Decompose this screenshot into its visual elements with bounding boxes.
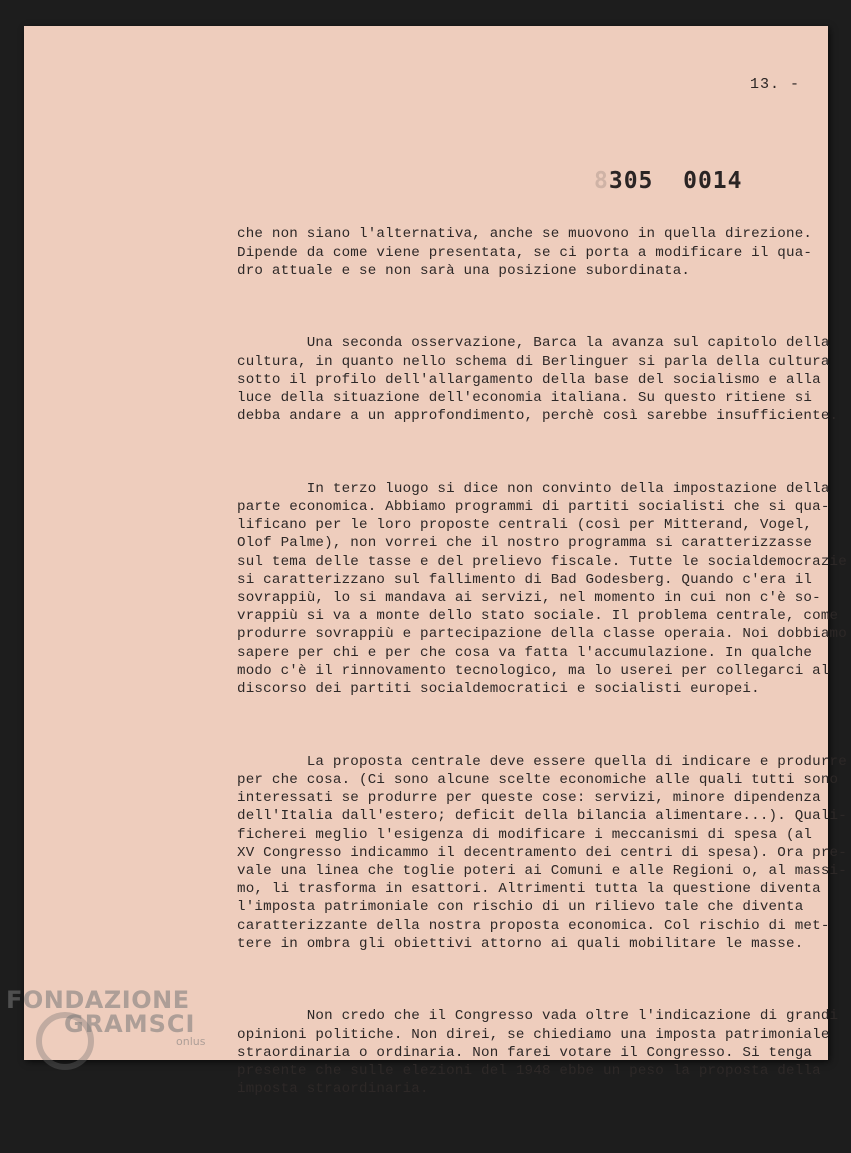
document-body <box>237 189 847 1153</box>
document-page <box>24 26 847 1098</box>
paragraph-4: La proposta centrale deve essere quella di indicare e produrre per che cosa. (Ci sono alcune scelte economiche alle quali tutti sono interessati se produrre per queste cose: servizi, minore dipendenza dell'Italia dall'estero; deficit della bilancia alimentare...). Quali- ficherei meglio l'esigenza di modificare i meccanismi di spesa (al XV Congresso indicammo il decentramento dei centri di spesa). Ora pre- vale una linea che toglie poteri ai Comuni e alle Regioni o, al massi- mo, li trasforma in esattori. Altrimenti tutta la questione diventa l'imposta patrimoniale con rischio di un rilievo tale che diventa caratterizzante della nostra proposta economica. Col rischio di met- tere in ombra gli obiettivi attorno ai quali mobilitare le masse. <box>237 753 847 952</box>
archive-stamp-faint-digit: 8 <box>594 168 609 194</box>
paragraph-1: che non siano l'alternativa, anche se muovono in quella direzione. Dipende da come viene presentata, se ci porta a modificare il qua- dro attuale e se non sarà una posizione subordinata. <box>237 226 813 279</box>
watermark-line-3: onlus <box>176 1035 206 1048</box>
page-number: 13. - <box>749 76 800 93</box>
watermark-line-1: FONDAZIONE <box>6 986 190 1014</box>
archive-stamp-suffix: 0014 <box>683 168 743 194</box>
fondazione-gramsci-watermark <box>6 988 205 1047</box>
watermark-line-2: GRAMSCI <box>64 1010 196 1038</box>
paragraph-5: Non credo che il Congresso vada oltre l'indicazione di grandi opinioni politiche. Non direi, se chiediamo una imposta patrimoniale straordinaria o ordinaria. Non farei votare il Congresso. Si tenga presente che sulle elezioni del 1948 ebbe un peso la proposta della imposta straordinaria. <box>237 1008 839 1098</box>
paragraph-2: Una seconda osservazione, Barca la avanza sul capitolo della cultura, in quanto nello schema di Berlinguer si parla della cultura sotto il profilo dell'allargamento della base del socialismo e alla luce della situazione dell'economia italiana. Su questo ritiene si debba andare a un approfondimento, perchè così sarebbe insufficiente. <box>237 335 839 425</box>
archive-stamp-number: 305 <box>608 168 654 194</box>
paragraph-3: In terzo luogo si dice non convinto della impostazione della parte economica. Abbiamo programmi di partiti socialisti che si qua- lificano per le loro proposte centrali (così per Mitterand, Vogel, Olof Palme), non vorrei che il nostro programma si caratterizzasse sul tema delle tasse e del prelievo fiscale. Tutte le socialdemocrazie si caratterizzano sul fallimento di Bad Godesberg. Quando c'era il sovrappiù, lo si mandava ai servizi, nel momento in cui non c'è so- vrappiù si va a monte dello stato sociale. Il problema centrale, come produrre sovrappiù e partecipazione della classe operaia. Noi dobbiamo sapere per chi e per che cosa va fatta l'accumulazione. In qualche modo c'è il rinnovamento tecnologico, ma lo userei per collegarci al discorso dei partiti socialdemocratici e socialisti europei. <box>237 480 847 698</box>
